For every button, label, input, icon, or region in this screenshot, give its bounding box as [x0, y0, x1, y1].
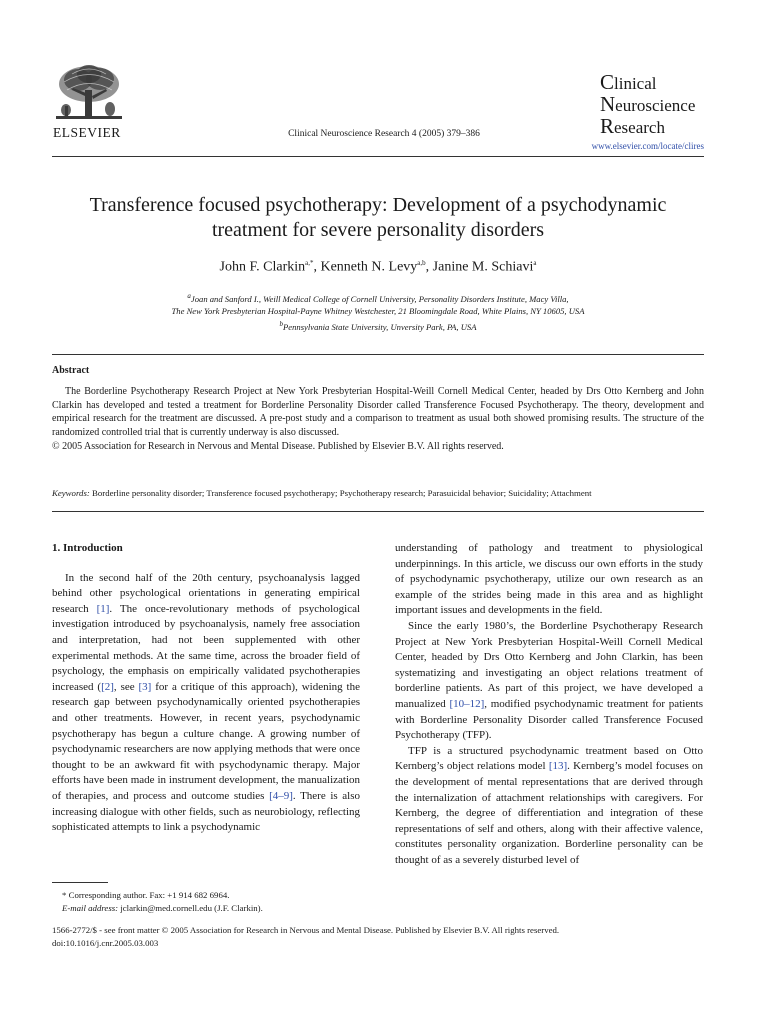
journal-title-line: Clinical: [600, 70, 657, 94]
intro-paragraph-1: [52, 571, 360, 836]
intro-paragraph-continued: understanding of pathology and treatment to physiological underpinnings. In this article, we discuss our own efforts in the study of psychodynamic psychotherapy, utilize our own research as an example of the strides being made in this area and as highlight important issues and developments in the field.: [395, 542, 703, 617]
paragraph-text: , modified psychodynamic treatment for patients with Borderline Personality Disorder called Transference Focused Psychotherapy (TFP).: [395, 697, 703, 742]
abstract-divider: [52, 354, 704, 355]
reference-link[interactable]: [10–12]: [449, 697, 485, 710]
paragraph-text: . The once-revolutionary methods of psychological investigation introduced by psychoanalysis, namely free association and interpretation, had not been supplemented with other experimental methods. At the same time, across the broader field of psychology, the emphasis on empirically validated psychotherapies increased (: [52, 602, 361, 693]
abstract-body: [52, 385, 704, 454]
author-name: Janine M. Schiavi: [432, 259, 534, 275]
abstract-copyright: © 2005 Association for Research in Nervous and Mental Disease. Published by Elsevier B.V. All rights reserved.: [52, 440, 504, 452]
issn-line: 1566-2772/$ - see front matter © 2005 Association for Research in Nervous and Mental Disease. Published by Elsevier B.V. All rights reserved.: [52, 925, 560, 935]
abstract-text: The Borderline Psychotherapy Research Project at New York Presbyterian Hospital-Weill Cornell Medical Center, headed by Drs Otto Kernberg and John Clarkin has developed and tested a treatment for Borderline Personality Disorder called Transference Focused Psychotherapy. The theory, development and empirical research for the treatment are discussed. A pre-post study and a comparison to treatment as usual both showed promising results. The structure of the randomized controlled trial that is currently underway is also discussed.: [52, 386, 704, 439]
footnote-divider: [52, 882, 108, 883]
paragraph-text: Since the early 1980’s, the Borderline Psychotherapy Research Project at New York Presbyterian Hospital-Weill Cornell Medical Center, headed by Drs Otto Kernberg and John Clarkin, has been systematizing and investigating an object relations treatment of borderline patients. As part of this project, we have developed a manualized: [395, 619, 703, 710]
article-title-line: Transference focused psychotherapy: Development of a psychodynamic: [89, 194, 667, 216]
keywords-label: Keywords:: [52, 488, 90, 498]
author-name: Kenneth N. Levy: [320, 259, 418, 275]
reference-link[interactable]: [3]: [138, 680, 152, 693]
keywords-divider: [52, 511, 704, 512]
intro-paragraph-2: [395, 619, 703, 744]
author-name: John F. Clarkin: [219, 259, 306, 275]
affiliation-line: $^b$Pennsylvania State University, Unversity Park, PA, USA: [279, 319, 477, 332]
article-title: [52, 193, 704, 243]
paragraph-text: In the second half of the 20th century, psychoanalysis lagged behind other psychological orientations in generating empirical research: [52, 571, 360, 615]
doi-line: doi:10.1016/j.cnr.2005.03.003: [52, 938, 159, 948]
reference-link[interactable]: [4–9]: [269, 789, 293, 802]
affiliations: [52, 290, 704, 333]
intro-paragraph-3: [395, 744, 703, 869]
keywords-text: Borderline personality disorder; Transference focused psychotherapy; Psychotherapy research; Parasuicidal behavior; Suicidality; Attachment: [89, 488, 592, 498]
email-address: jclarkin@med.cornell.edu (J.F. Clarkin).: [118, 903, 263, 913]
paragraph-text: TFP is a structured psychodynamic treatment based on Otto Kernberg’s object relations model: [395, 744, 703, 773]
affiliation-line: The New York Presbyterian Hospital-Payne Whitney Westchester, 21 Bloomingdale Road, White Plains, NY 10605, USA: [171, 306, 585, 317]
elsevier-tree-icon: [52, 62, 126, 124]
affiliation-line: $^a$Joan and Sanford I., Weill Medical College of Cornell University, Personality Disorders Institute, Macy Villa,: [187, 292, 569, 304]
journal-citation: Clinical Neuroscience Research 4 (2005) 379–386: [288, 129, 480, 139]
left-column: [52, 541, 360, 836]
paragraph-text: , see: [113, 680, 139, 693]
author-list: John F. Clarkin$^{a,*}$, Kenneth N. Levy$^{a,b}$, Janine M. Schiavi$^a$: [219, 259, 537, 275]
keywords: [52, 488, 704, 498]
email-note: [52, 902, 360, 915]
reference-link[interactable]: [1]: [96, 602, 110, 615]
right-column: [395, 541, 703, 868]
paragraph-text: . There is also increasing dialogue with other fields, such as neurobiology, reflecting sophisticated attempts to link a psychodynamic: [52, 789, 360, 834]
section-heading: 1. Introduction: [52, 542, 123, 554]
reference-link[interactable]: [13]: [548, 760, 568, 773]
journal-title: [600, 72, 695, 138]
front-matter: [52, 924, 704, 950]
article-title-line: treatment for severe personality disorders: [211, 219, 545, 241]
email-label: E-mail address:: [62, 903, 119, 913]
header-divider: [52, 156, 704, 157]
journal-url-link[interactable]: www.elsevier.com/locate/clires: [591, 141, 704, 151]
paragraph-text: for a critique of this approach), widening the research gap between psychodynamically oriented psychotherapies and other treatments. However, in recent years, psychodynamic psychotherapy has begun a culture change. A growing number of psychodynamic researchers are now applying methods that were once thought to be an awkward fit with psychodynamic therapy. Major efforts have been made in instrument development, the manualization of therapies, and process and outcome studies: [52, 680, 360, 802]
journal-title-line: Neuroscience: [600, 92, 696, 116]
paragraph-text: . Kernberg’s model focuses on the development of mental representations that are derived through the internalization of attachment relationships with caregivers. For Kernberg, the degree of differentiation and integration of these representations of self and others, along with their affective valence, constitutes personality organization. Borderline personality can be thought of as a severely disturbed level of: [395, 760, 703, 866]
journal-title-line: Research: [600, 114, 665, 138]
reference-link[interactable]: [2]: [101, 680, 114, 693]
abstract-heading: Abstract: [52, 365, 90, 376]
footnote: [52, 889, 360, 915]
corresponding-author-note: * Corresponding author. Fax: +1 914 682 6964.: [62, 890, 230, 900]
publisher-name: ELSEVIER: [53, 125, 121, 140]
